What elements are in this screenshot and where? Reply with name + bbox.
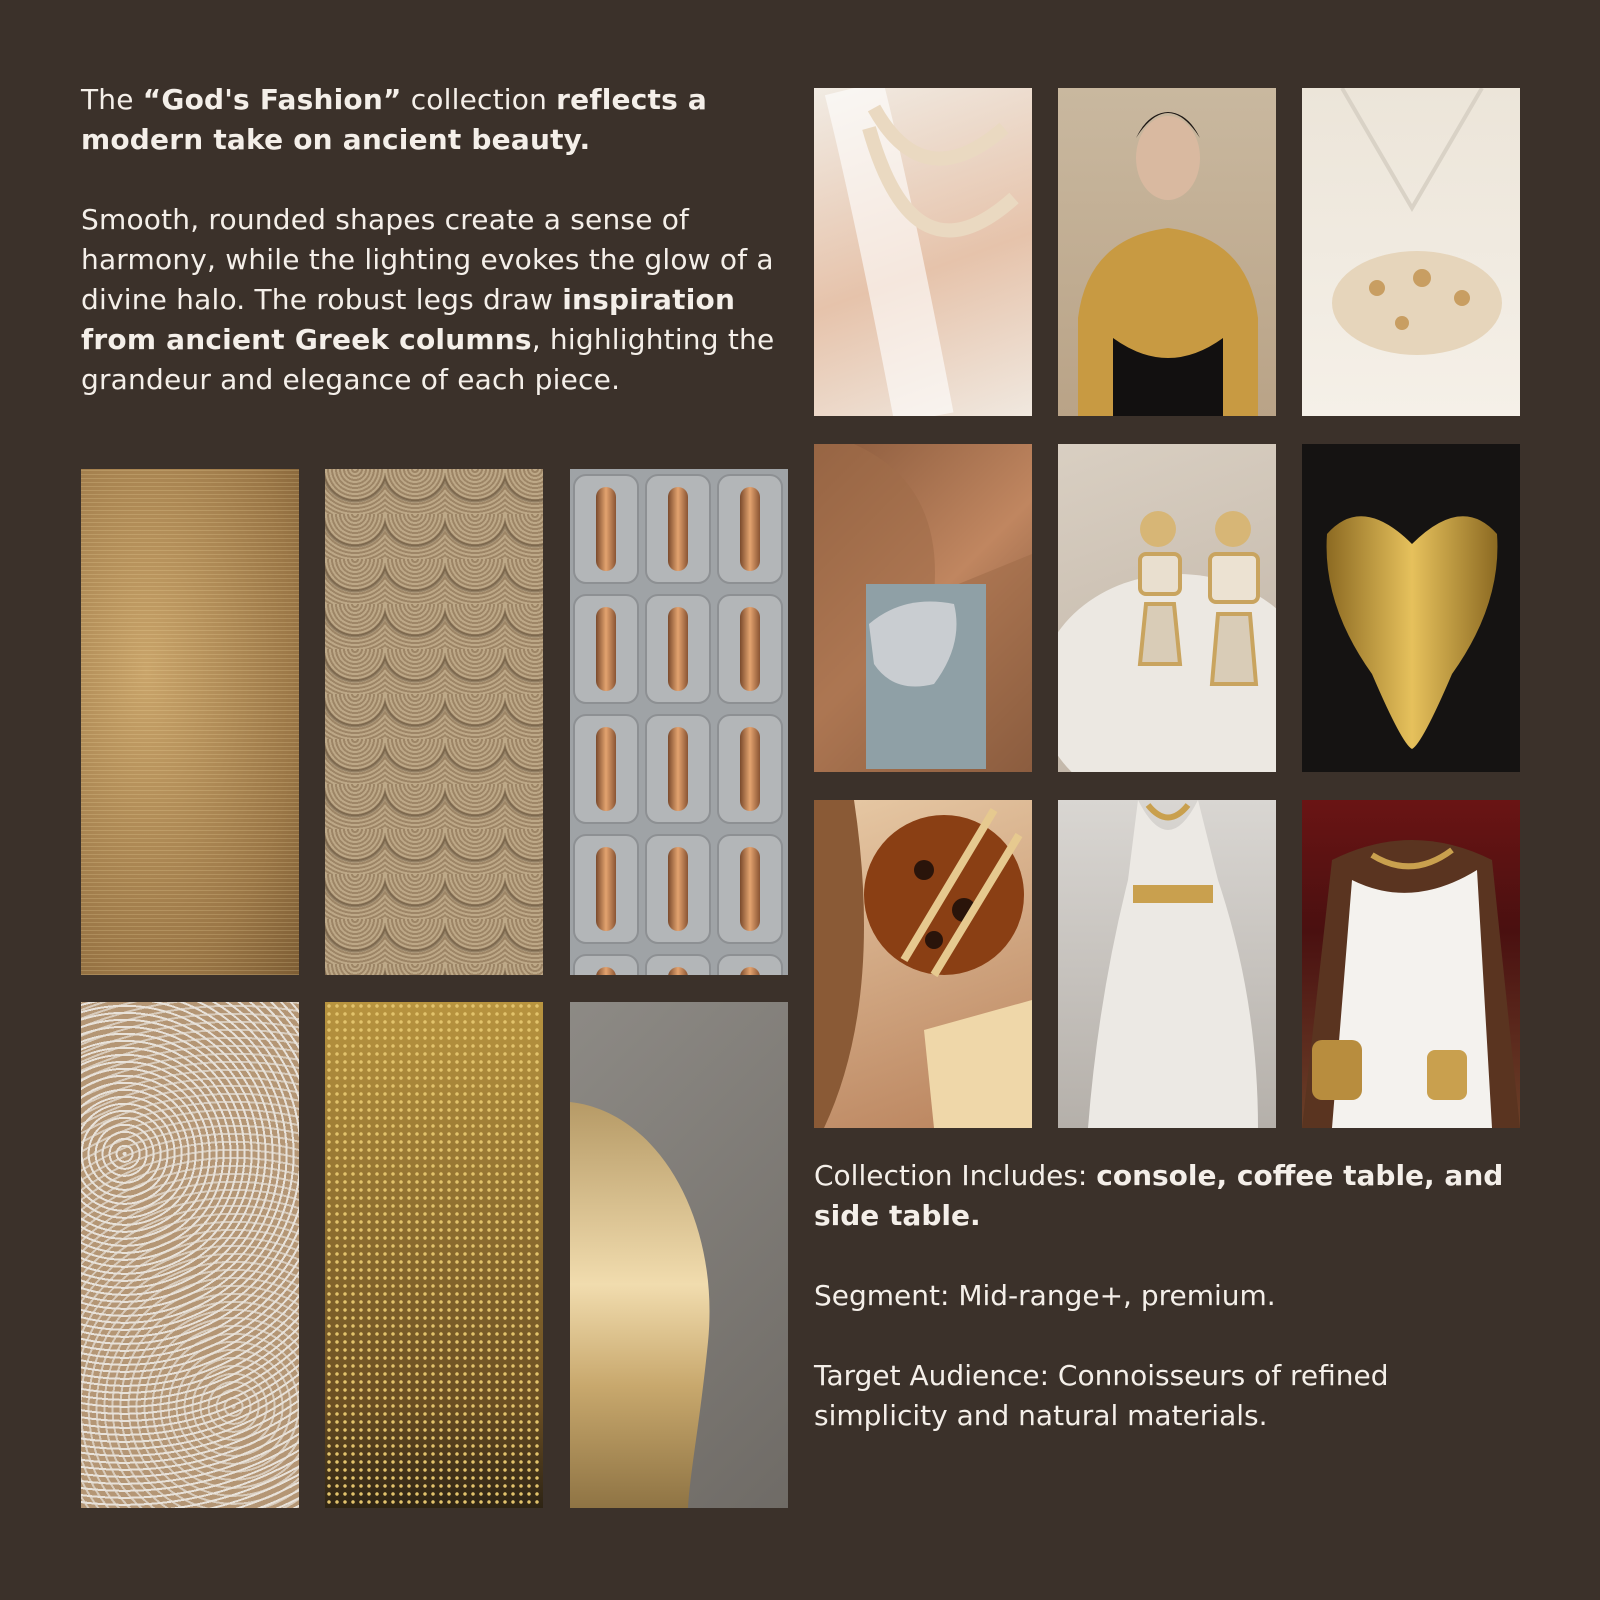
collection-includes [814,1156,1514,1236]
gold-collar-model-photo [1058,88,1276,416]
intro-emphasis: reflects a modern take on ancient beauty. [81,83,707,156]
copper-tile-texture [570,469,788,975]
bamboo-necklace-photo [814,88,1032,416]
brushed-gold-texture [81,469,299,975]
marble-earrings-photo [1058,444,1276,772]
gold-bustier-photo [1302,444,1520,772]
woven-scale-texture [325,469,543,975]
white-gown-photo [1058,800,1276,1128]
intro-emphasis: inspiration from ancient Greek columns [81,283,736,356]
white-swirl-texture [81,1002,299,1508]
intro-description [81,200,801,400]
intro-text-segment: , highlighting the grandeur and elegance of each piece. [81,323,775,396]
tortoise-earring-photo [814,800,1032,1128]
gold-mesh-texture [325,1002,543,1508]
intro-headline [81,80,801,160]
silver-earring-photo [814,444,1032,772]
target-audience-text: Target Audience: Connoisseurs of refined simplicity and natural materials. [814,1359,1389,1432]
collection-info [814,1156,1514,1476]
segment-text: Segment: Mid-range+, premium. [814,1279,1276,1312]
collection-name: “God's Fashion” [142,83,402,116]
intro-text-segment: The [81,83,143,116]
intro-text-segment: collection [401,83,557,116]
includes-value: console, coffee table, and side table. [814,1159,1504,1232]
intro-text [81,80,801,440]
gold-bangles-photo [1302,800,1520,1128]
brass-concrete-texture [570,1002,788,1508]
includes-label: Collection Includes: [814,1159,1097,1192]
pearl-clutch-photo [1302,88,1520,416]
intro-text-segment: Smooth, rounded shapes create a sense of harmony, while the lighting evokes the glow of a divine halo. The robust legs draw [81,203,774,316]
